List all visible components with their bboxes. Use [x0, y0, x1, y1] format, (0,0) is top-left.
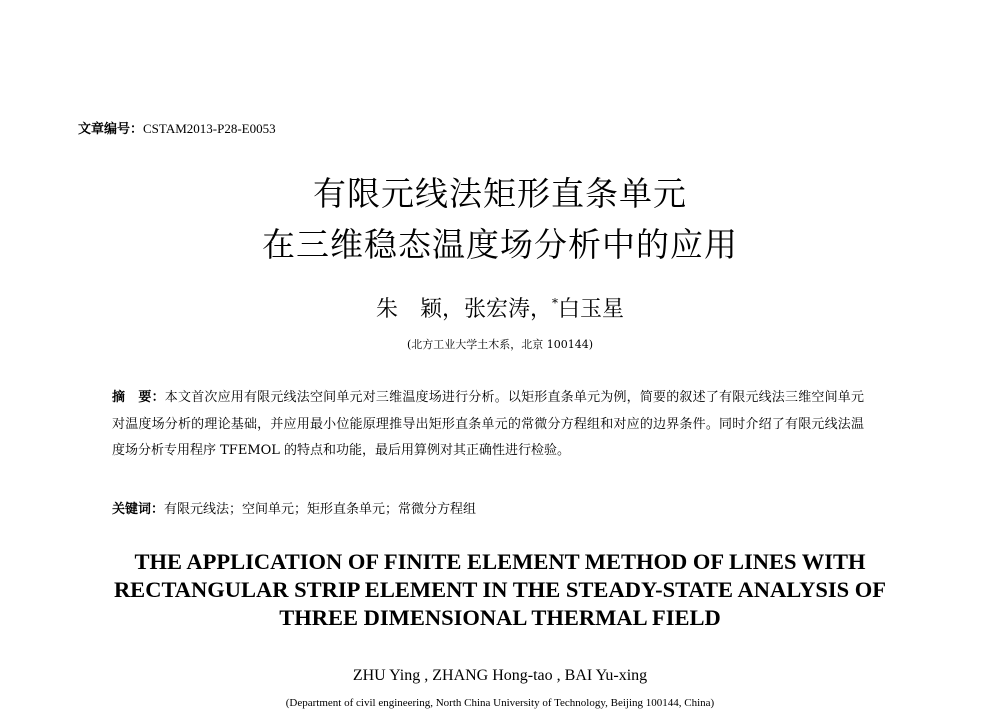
- article-number: [78, 118, 276, 137]
- keywords: [112, 498, 476, 517]
- english-title: [40, 548, 960, 632]
- author-3: 白玉星: [558, 297, 625, 322]
- english-title-line-1: THE APPLICATION OF FINITE ELEMENT METHOD OF LINES WITH: [134, 549, 866, 574]
- english-affiliation: (Department of civil engineering, North China University of Technology, Beijing 100144, China): [285, 697, 715, 709]
- english-title-line-3: THREE DIMENSIONAL THERMAL FIELD: [279, 605, 721, 630]
- chinese-authors: [0, 292, 1000, 323]
- author-2: 张宏涛，: [463, 297, 552, 322]
- keywords-text: 有限元线法；空间单元；矩形直条单元；常微分方程组: [164, 502, 477, 517]
- abstract: [112, 385, 864, 465]
- corresponding-author-mark: *: [552, 296, 558, 310]
- chinese-title-line-1: 有限元线法矩形直条单元: [313, 174, 687, 213]
- english-title-line-2: RECTANGULAR STRIP ELEMENT IN THE STEADY-STATE ANALYSIS OF: [113, 577, 887, 602]
- chinese-affiliation: (北方工业大学土木系，北京 100144): [406, 338, 594, 351]
- article-number-label: 文章编号：: [78, 122, 144, 137]
- keywords-label: 关键词：: [112, 502, 165, 517]
- abstract-label: 摘 要：: [112, 390, 165, 405]
- article-number-value: CSTAM2013-P28-E0053: [143, 121, 276, 136]
- english-authors: ZHU Ying , ZHANG Hong-tao , BAI Yu-xing: [352, 667, 648, 684]
- abstract-text: 本文首次应用有限元线法空间单元对三维温度场进行分析。以矩形直条单元为例，简要的叙述了有限元线法三维空间单元对温度场分析的理论基础，并应用最小位能原理推导出矩形直条单元的常微分方程组和对应的边界条件。同时介绍了有限元线法温度场分析专用程序 TFEMOL 的特点和功能，最后用算例对其正确性进行检验。: [112, 390, 864, 458]
- chinese-title-line-2: 在三维稳态温度场分析中的应用: [262, 225, 738, 264]
- author-1: 朱 颖，: [375, 297, 464, 322]
